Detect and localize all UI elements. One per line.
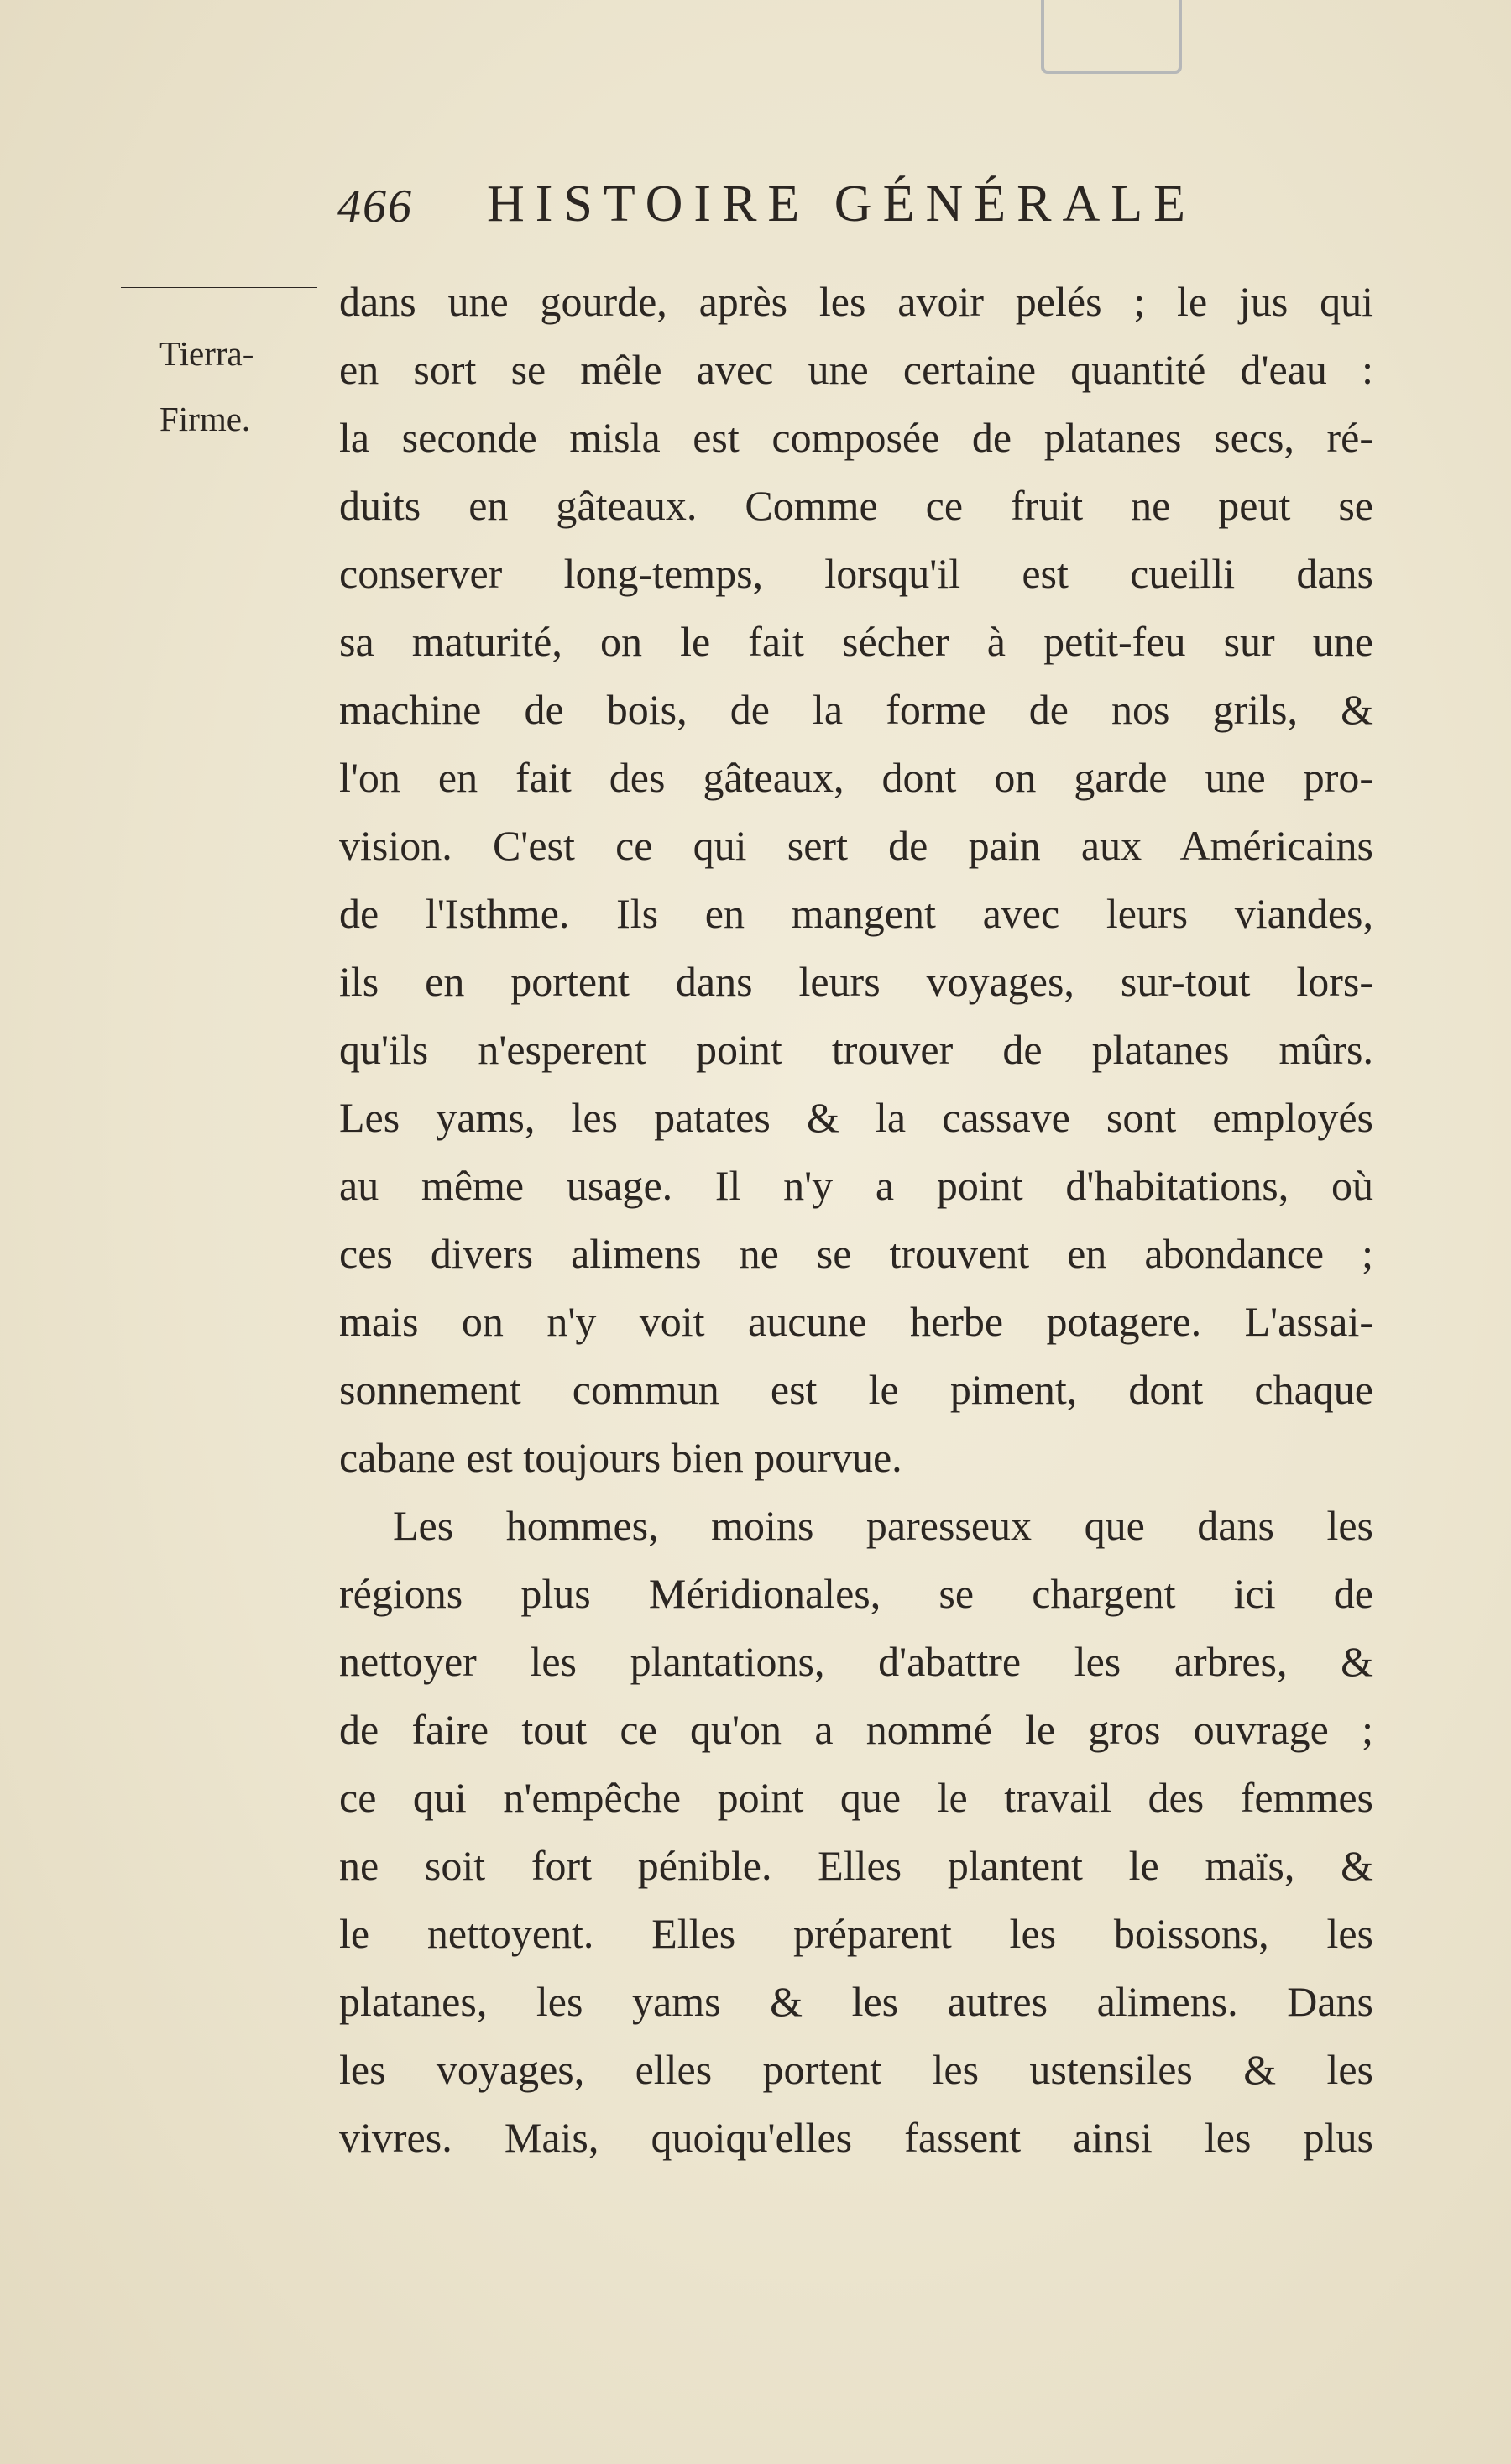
text-line: sonnement commun est le piment, dont chaque bbox=[339, 1366, 1373, 1413]
text-line: nettoyer les plantations, d'abattre les arbres, & bbox=[339, 1638, 1373, 1685]
text-line: platanes, les yams & les autres alimens. Dans bbox=[339, 1978, 1373, 2025]
text-line: ils en portent dans leurs voyages, sur-tout lors- bbox=[339, 958, 1373, 1005]
stamp-line bbox=[1059, 0, 1160, 6]
page-header bbox=[337, 175, 1278, 242]
text-line: ne soit fort pénible. Elles plantent le maïs, & bbox=[339, 1842, 1373, 1889]
text-line: vision. C'est ce qui sert de pain aux Américains bbox=[339, 822, 1373, 869]
text-line: au même usage. Il n'y a point d'habitations, où bbox=[339, 1162, 1373, 1209]
body-text bbox=[339, 268, 1373, 2172]
text-line: le nettoyent. Elles préparent les boissons, les bbox=[339, 1910, 1373, 1957]
text-line: Les yams, les patates & la cassave sont employés bbox=[339, 1094, 1373, 1141]
text-line: machine de bois, de la forme de nos grils, & bbox=[339, 686, 1373, 733]
page-number: 466 bbox=[337, 180, 413, 233]
text-line: mais on n'y voit aucune herbe potagere. L'assai- bbox=[339, 1298, 1373, 1345]
text-line: cabane est toujours bien pourvue. bbox=[339, 1434, 902, 1481]
text-line: sa maturité, on le fait sécher à petit-feu sur une bbox=[339, 618, 1373, 665]
text-line: régions plus Méridionales, se chargent ici de bbox=[339, 1570, 1373, 1617]
text-line: qu'ils n'esperent point trouver de platanes mûrs. bbox=[339, 1026, 1373, 1073]
running-head: HISTOIRE GÉNÉRALE bbox=[487, 175, 1196, 233]
text-line: Les hommes, moins paresseux que dans les bbox=[393, 1502, 1373, 1549]
text-line: dans une gourde, après les avoir pelés ; le jus qui bbox=[339, 278, 1373, 325]
text-line: l'on en fait des gâteaux, dont on garde une pro- bbox=[339, 754, 1373, 801]
text-line: de faire tout ce qu'on a nommé le gros ouvrage ; bbox=[339, 1706, 1373, 1753]
margin-note-line: Tierra- bbox=[159, 334, 254, 373]
text-line: vivres. Mais, quoiqu'elles fassent ainsi les plus bbox=[339, 2114, 1373, 2161]
text-line: ces divers alimens ne se trouvent en abondance ; bbox=[339, 1230, 1373, 1277]
paragraph bbox=[339, 1492, 1373, 2172]
text-line: les voyages, elles portent les ustensiles & les bbox=[339, 2046, 1373, 2093]
text-line: la seconde misla est composée de platanes secs, ré- bbox=[339, 414, 1373, 461]
text-line: en sort se mêle avec une certaine quantité d'eau : bbox=[339, 346, 1373, 393]
library-stamp bbox=[1041, 0, 1182, 74]
margin-rule bbox=[121, 285, 317, 288]
margin-note bbox=[159, 321, 311, 452]
text-line: de l'Isthme. Ils en mangent avec leurs viandes, bbox=[339, 890, 1373, 937]
margin-note-line: Firme. bbox=[159, 400, 251, 438]
paragraph bbox=[339, 268, 1373, 1492]
text-line: duits en gâteaux. Comme ce fruit ne peut se bbox=[339, 482, 1373, 529]
text-line: ce qui n'empêche point que le travail des femmes bbox=[339, 1774, 1373, 1821]
text-line: conserver long-temps, lorsqu'il est cueilli dans bbox=[339, 550, 1373, 597]
